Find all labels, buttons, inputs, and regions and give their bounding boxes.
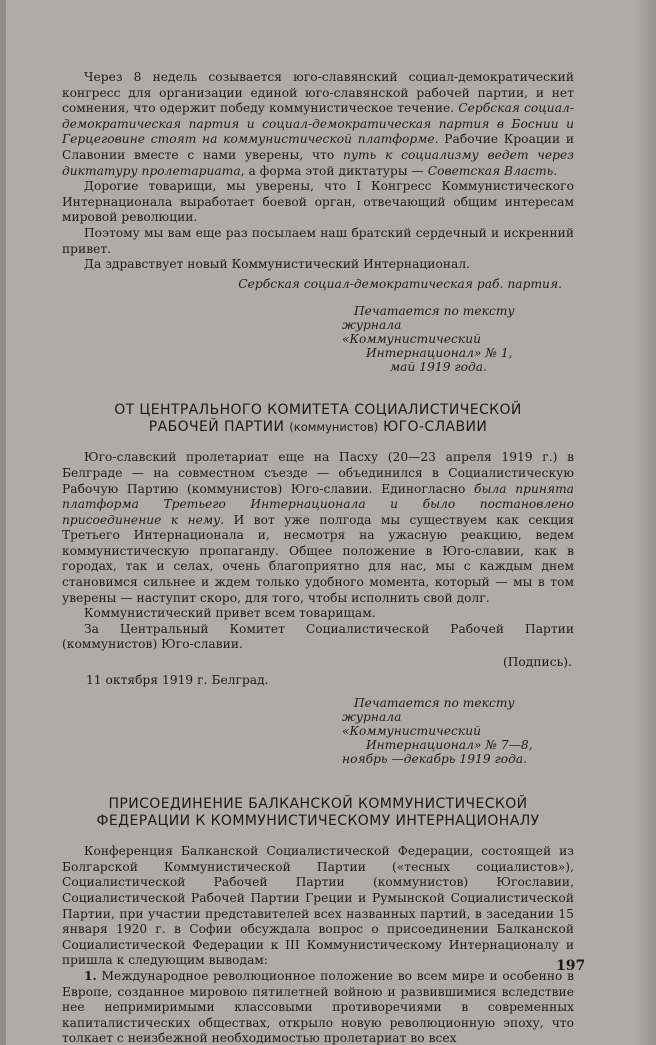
page-right-edge — [634, 0, 656, 1045]
page-content — [62, 70, 574, 1045]
letter-paragraph-1: Через 8 недель созывается юго-славянский социал-демократический конгресс для организации единой юго-славянской рабочей партии, и нет сомнения, что одержит победу коммунистическое течение. Сербская социал-демократическая партия и социал-демократическая партия в Боснии и Герцеговине стоят на коммунистической платформе. Рабочие Кроации и Славонии вместе с нами уверены, что путь к социализму ведет через диктатуру пролетариата, а форма этой диктатуры — Советская Власть. — [62, 70, 574, 178]
letter-paragraph-4: Да здравствует новый Коммунистический Интернационал. — [84, 257, 471, 272]
source-line: Интернационал» № 7—8, — [366, 738, 533, 753]
source-note-1 — [342, 304, 538, 374]
heading-line-1: ПРИСОЕДИНЕНИЕ БАЛКАНСКОЙ КОММУНИСТИЧЕСКОЙ — [108, 796, 528, 813]
letter-paragraph-2: Дорогие товарищи, мы уверены, что I Конгресс Коммунистического Интернационала выработает боевой орган, отвечающий общим интересам мировой революции. — [62, 179, 574, 225]
source-line: журнала «Коммунистический — [342, 318, 482, 347]
letter-signature: Сербская социал-демократическая раб. партия. — [238, 276, 562, 291]
section1-paragraph-2: Коммунистический привет всем товарищам. — [84, 606, 376, 621]
section2-paragraph-1: Конференция Балканской Социалистической Федерации, состоящей из Болгарской Коммунистической Партии («тесных социалистов»), Социалистической Рабочей Партии (коммунистов) Югославии, Социалистической Рабочей Партии Греции и Румынской Социалистической Партии, при участии представителей всех названных партий, в заседании 15 января 1920 г. в Софии обсуждала вопрос о присоединении Балканской Социалистической Федерации к III Коммунистическому Интернационалу и пришла к следующим выводам: — [62, 844, 574, 968]
source-line: Печатается по тексту — [354, 304, 515, 319]
section-heading-balkan — [62, 796, 574, 830]
letter-paragraph-3: Поэтому мы вам еще раз посылаем наш братский сердечный и искренний привет. — [62, 225, 574, 256]
heading-line-2: ФЕДЕРАЦИИ К КОММУНИСТИЧЕСКОМУ ИНТЕРНАЦИОНАЛУ — [96, 813, 540, 830]
page-left-edge — [0, 0, 6, 1045]
heading-line-2: РАБОЧЕЙ ПАРТИИ (коммунистов) ЮГО-СЛАВИИ — [148, 419, 488, 436]
source-line: ноябрь —декабрь 1919 года. — [342, 752, 528, 767]
section1-paragraph-3: За Центральный Комитет Социалистической Рабочей Партии (коммунистов) Юго-славии. — [62, 621, 574, 652]
section1-paragraph-1: Юго-славский пролетариат еще на Пасху (20—23 апреля 1919 г.) в Белграде — на совместном съезде — объединился в Социалистическую Рабочую Партию (коммунистов) Юго-славии. Единогласно была принята платформа Третьего Интернационала и было постановлено присоединение к нему. И вот уже полгода мы существуем как секция Третьего Интернационала и, несмотря на ужасную реакцию, ведем коммунистическую пропаганду. Общее положение в Юго-славии, как в городах, так и селах, очень благоприятно для нас, мы с каждым днем становимся сильнее и ждем только удобного момента, который — мы в том уверены — наступит скоро, для того, чтобы исполнить свой долг. — [62, 450, 574, 605]
letter-date: 11 октября 1919 г. Белград. — [86, 672, 269, 687]
source-line: Интернационал» № 1, — [366, 346, 513, 361]
page-number: 197 — [556, 958, 586, 974]
heading-line-1: ОТ ЦЕНТРАЛЬНОГО КОМИТЕТА СОЦИАЛИСТИЧЕСКОЙ — [114, 402, 522, 419]
signature-placeholder: (Подпись). — [502, 655, 572, 670]
source-line: май 1919 года. — [390, 360, 488, 375]
section2-paragraph-2: 1. Международное революционное положение во всем мире и особенно в Европе, созданное мировою пятилетней войною и развившимися вследствие нее непримиримыми классовыми противоречиями в современных капиталистических обществах, открыло новую революционную эпоху, что толкает с неизбежной необходимостью пролетариат во всех — [62, 968, 574, 1045]
source-line: Печатается по тексту — [354, 696, 515, 711]
section-heading-yugoslavia — [62, 402, 574, 436]
source-line: журнала «Коммунистический — [342, 710, 482, 739]
source-note-2 — [342, 696, 538, 766]
